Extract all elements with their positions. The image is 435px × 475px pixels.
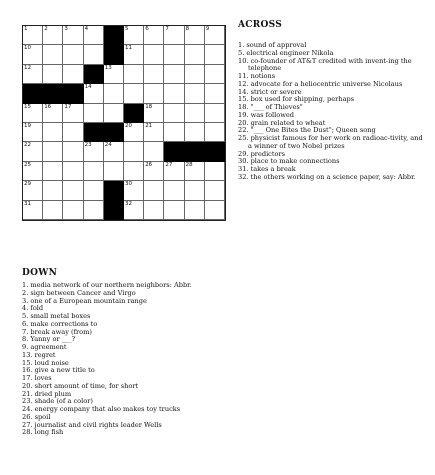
clue-text: 6. make corrections to [22, 319, 98, 328]
grid-cell[interactable] [144, 84, 164, 103]
grid-cell[interactable] [23, 26, 43, 45]
grid-cell[interactable] [104, 104, 124, 123]
clue-text: 25. physicist famous for her work on radioac-tivity, and a winner of two Nobel prizes [238, 134, 423, 150]
grid-cell[interactable] [23, 162, 43, 181]
black-square [104, 201, 124, 220]
grid-cell[interactable] [43, 142, 63, 161]
grid-cell[interactable] [164, 162, 184, 181]
grid-cell[interactable] [164, 123, 184, 142]
cell-number: 17 [64, 103, 72, 110]
cell-number: 3 [64, 26, 68, 32]
grid-cell[interactable] [84, 84, 104, 103]
clue-text: 14. strict or severe [238, 87, 302, 96]
grid-cell[interactable] [205, 65, 225, 84]
grid-cell[interactable] [144, 201, 164, 220]
grid-cell[interactable] [124, 45, 144, 64]
clue-text: 19. was followed [238, 110, 295, 119]
grid-cell[interactable] [144, 181, 164, 200]
grid-cell[interactable] [84, 162, 104, 181]
grid-cell[interactable] [205, 26, 225, 45]
grid-cell[interactable] [63, 181, 83, 200]
clue-text: 30. place to make connections [238, 157, 340, 166]
clue-text: 5. electrical engineer Nikola [238, 48, 334, 57]
grid-cell[interactable] [84, 142, 104, 161]
clue-text: 29. predictors [238, 149, 286, 158]
grid-cell[interactable] [185, 65, 205, 84]
cell-number: 10 [24, 45, 31, 52]
grid-cell[interactable] [84, 201, 104, 220]
clue-text: 20. short amount of time, for short [22, 381, 139, 390]
grid-cell[interactable] [43, 26, 63, 45]
down-clue-list [22, 282, 222, 437]
clue-text: 22. "___ One Bites the Dust"; Queen song [238, 126, 376, 135]
grid-cell[interactable] [124, 26, 144, 45]
grid-cell[interactable] [43, 45, 63, 64]
grid-cell[interactable] [43, 65, 63, 84]
grid-cell[interactable] [124, 162, 144, 181]
cell-number: 28 [185, 161, 193, 168]
down-heading: DOWN [22, 268, 58, 278]
cell-number: 11 [125, 45, 132, 52]
grid-cell[interactable] [144, 104, 164, 123]
grid-cell[interactable] [144, 142, 164, 161]
clue-text: 7. break away (from) [22, 327, 92, 336]
grid-cell[interactable] [124, 84, 144, 103]
cell-number: 9 [205, 26, 210, 32]
across-clue [238, 58, 428, 74]
black-square [164, 142, 184, 161]
clue-text: 1. media network of our northern neighbors: Abbr. [22, 281, 192, 289]
black-square [104, 26, 124, 45]
clue-text: 10. co-founder of AT&T credited with invent-ing the telephone [238, 56, 412, 73]
grid-cell[interactable] [205, 162, 225, 181]
grid-cell[interactable] [23, 65, 43, 84]
grid-cell[interactable] [205, 181, 225, 200]
grid-cell[interactable] [185, 181, 205, 200]
grid-cell[interactable] [185, 45, 205, 64]
down-clue [22, 298, 222, 306]
grid-cell[interactable] [185, 201, 205, 220]
cell-number: 6 [145, 26, 149, 32]
grid-cell[interactable] [124, 201, 144, 220]
grid-cell[interactable] [205, 104, 225, 123]
clue-text: 3. one of a European mountain range [22, 296, 147, 305]
black-square [84, 123, 104, 142]
cell-number: 1 [24, 26, 28, 32]
cell-number: 15 [24, 103, 31, 110]
crossword-grid [22, 25, 226, 221]
black-square [84, 65, 104, 84]
cell-number: 18 [145, 103, 153, 110]
cell-number: 24 [104, 142, 112, 149]
grid-cell[interactable] [84, 45, 104, 64]
grid-cell[interactable] [144, 162, 164, 181]
grid-cell[interactable] [43, 123, 63, 142]
grid-cell[interactable] [124, 123, 144, 142]
cell-number: 12 [24, 64, 31, 71]
clue-text: 15. loud noise [22, 358, 69, 367]
grid-cell[interactable] [185, 104, 205, 123]
cell-number: 20 [125, 123, 132, 129]
down-clue [22, 367, 222, 375]
grid-cell[interactable] [164, 65, 184, 84]
clue-text: 15. box used for shipping, perhaps [238, 95, 355, 104]
grid-cell[interactable] [43, 201, 63, 220]
grid-cell[interactable] [104, 65, 124, 84]
grid-cell[interactable] [104, 162, 124, 181]
grid-cell[interactable] [185, 26, 205, 45]
grid-cell[interactable] [63, 65, 83, 84]
black-square [185, 142, 205, 161]
grid-cell[interactable] [205, 45, 225, 64]
clue-text: 1. sound of approval [238, 41, 307, 49]
grid-cell[interactable] [144, 65, 164, 84]
grid-cell[interactable] [23, 45, 43, 64]
grid-cell[interactable] [164, 181, 184, 200]
cell-number: 26 [145, 161, 153, 168]
grid-cell[interactable] [84, 26, 104, 45]
grid-cell[interactable] [63, 142, 83, 161]
clue-text: 28. long fish [22, 428, 64, 437]
clue-text: 17. loves [22, 374, 52, 382]
clue-text: 8. Yanny or ___? [22, 335, 76, 344]
grid-cell[interactable] [63, 26, 83, 45]
cell-number: 4 [84, 26, 89, 32]
grid-cell[interactable] [23, 201, 43, 220]
grid-cell[interactable] [84, 104, 104, 123]
clue-text: 27. journalist and civil rights leader Wells [22, 420, 162, 429]
grid-cell[interactable] [205, 201, 225, 220]
clue-text: 32. the others working on a science paper, say: Abbr. [238, 172, 416, 181]
black-square [63, 84, 83, 103]
grid-cell[interactable] [23, 181, 43, 200]
clue-text: 24. energy company that also makes toy trucks [22, 405, 181, 413]
cell-number: 27 [165, 161, 173, 168]
grid-cell[interactable] [104, 142, 124, 161]
black-square [124, 104, 144, 123]
cell-number: 19 [24, 123, 31, 129]
down-clue [22, 406, 222, 414]
across-heading: ACROSS [238, 20, 283, 30]
cell-number: 2 [44, 26, 48, 32]
clue-text: 31. takes a break [238, 165, 296, 173]
black-square [104, 123, 124, 142]
grid-cell[interactable] [63, 45, 83, 64]
cell-number: 7 [165, 26, 169, 32]
grid-cell[interactable] [43, 104, 63, 123]
grid-cell[interactable] [84, 181, 104, 200]
grid-cell[interactable] [164, 45, 184, 64]
grid-cell[interactable] [164, 84, 184, 103]
black-square [205, 142, 225, 161]
cell-number: 31 [24, 200, 31, 207]
grid-cell[interactable] [164, 201, 184, 220]
clue-text: 20. grain related to wheat [238, 118, 326, 127]
cell-number: 30 [125, 181, 132, 188]
across-clue [238, 135, 428, 151]
grid-cell[interactable] [144, 123, 164, 142]
grid-cell[interactable] [124, 142, 144, 161]
grid-cell[interactable] [23, 142, 43, 161]
clue-text: 9. agreement [22, 343, 67, 351]
grid-cell[interactable] [205, 84, 225, 103]
cell-number: 23 [84, 142, 92, 149]
grid-cell[interactable] [164, 26, 184, 45]
grid-cell[interactable] [43, 162, 63, 181]
clue-text: 2. sign between Cancer and Virgo [22, 288, 136, 297]
grid-cell[interactable] [104, 84, 124, 103]
clue-text: 12. advocate for a heliocentric universe Nicolaus [238, 79, 403, 88]
grid-cell[interactable] [205, 123, 225, 142]
cell-number: 25 [24, 161, 31, 168]
grid-cell[interactable] [43, 181, 63, 200]
grid-cell[interactable] [63, 201, 83, 220]
black-square [104, 181, 124, 200]
grid-cell[interactable] [185, 162, 205, 181]
cell-number: 5 [125, 26, 129, 32]
clue-text: 16. give a new title to [22, 366, 95, 375]
clue-text: 5. small metal boxes [22, 312, 91, 320]
grid-cell[interactable] [164, 104, 184, 123]
grid-cell[interactable] [144, 26, 164, 45]
cell-number: 14 [84, 84, 92, 91]
black-square [104, 45, 124, 64]
clue-text: 23. shade (of a color) [22, 397, 93, 406]
cell-number: 13 [104, 64, 112, 71]
clue-text: 11. notions [238, 72, 276, 80]
black-square [43, 84, 63, 103]
black-square [23, 84, 43, 103]
grid-cell[interactable] [23, 104, 43, 123]
cell-number: 21 [145, 123, 153, 129]
cell-number: 8 [185, 26, 190, 32]
cell-number: 22 [24, 142, 31, 149]
grid-cell[interactable] [185, 84, 205, 103]
clue-text: 26. spoil [22, 412, 51, 421]
grid-cell[interactable] [144, 45, 164, 64]
grid-cell[interactable] [63, 162, 83, 181]
cell-number: 32 [125, 200, 132, 207]
grid-cell[interactable] [185, 123, 205, 142]
grid-cell[interactable] [63, 123, 83, 142]
grid-cell[interactable] [124, 181, 144, 200]
clue-text: 4. fold [22, 304, 44, 313]
clue-text: 18. "___ of Thieves" [238, 103, 303, 111]
cell-number: 29 [24, 181, 31, 188]
clue-text: 21. dried plum [22, 389, 72, 398]
across-clue-list [238, 42, 428, 182]
down-clue [22, 429, 222, 437]
cell-number: 16 [44, 103, 52, 110]
grid-cell[interactable] [63, 104, 83, 123]
across-clue [238, 174, 428, 182]
clue-text: 13. regret [22, 350, 56, 359]
grid-cell[interactable] [23, 123, 43, 142]
grid-cell[interactable] [124, 65, 144, 84]
